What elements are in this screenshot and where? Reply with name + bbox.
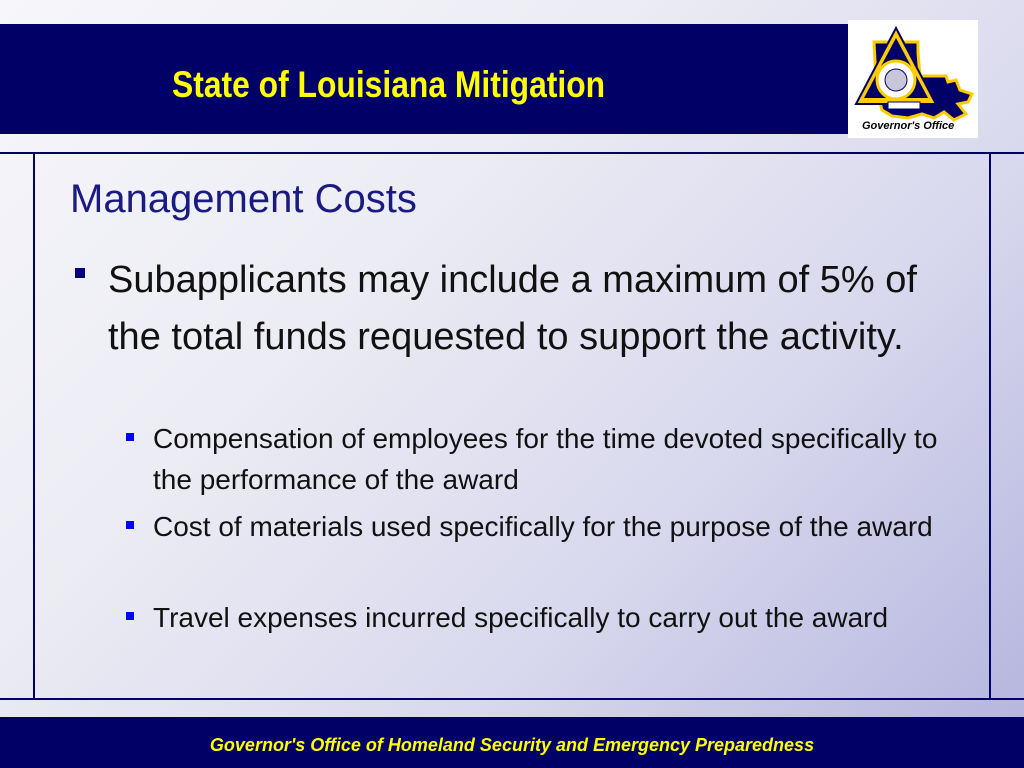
sub-bullet-text: Compensation of employees for the time devoted specifically to the performance of the award: [153, 423, 938, 495]
main-bullet-text: Subapplicants may include a maximum of 5% of the total funds requested to support the activity.: [108, 259, 917, 358]
sub-bullet-text: Travel expenses incurred specifically to carry out the award: [153, 602, 889, 633]
square-bullet-icon: [75, 268, 85, 278]
frame-left-line: [33, 152, 35, 700]
sub-bullet-text: Cost of materials used specifically for the purpose of the award: [153, 511, 933, 542]
footer-text: Governor's Office of Homeland Security and Emergency Preparedness: [209, 735, 815, 755]
frame-bottom-line: [0, 698, 1024, 700]
header-title: State of Louisiana Mitigation: [172, 64, 606, 105]
small-square-bullet-icon: [126, 433, 134, 441]
small-square-bullet-icon: [126, 521, 134, 529]
frame-right-line: [989, 152, 991, 700]
logo-caption: Governor's Office: [862, 120, 955, 132]
small-square-bullet-icon: [126, 612, 134, 620]
frame-top-line: [0, 152, 1024, 154]
slide-title: Management Costs: [70, 177, 417, 221]
